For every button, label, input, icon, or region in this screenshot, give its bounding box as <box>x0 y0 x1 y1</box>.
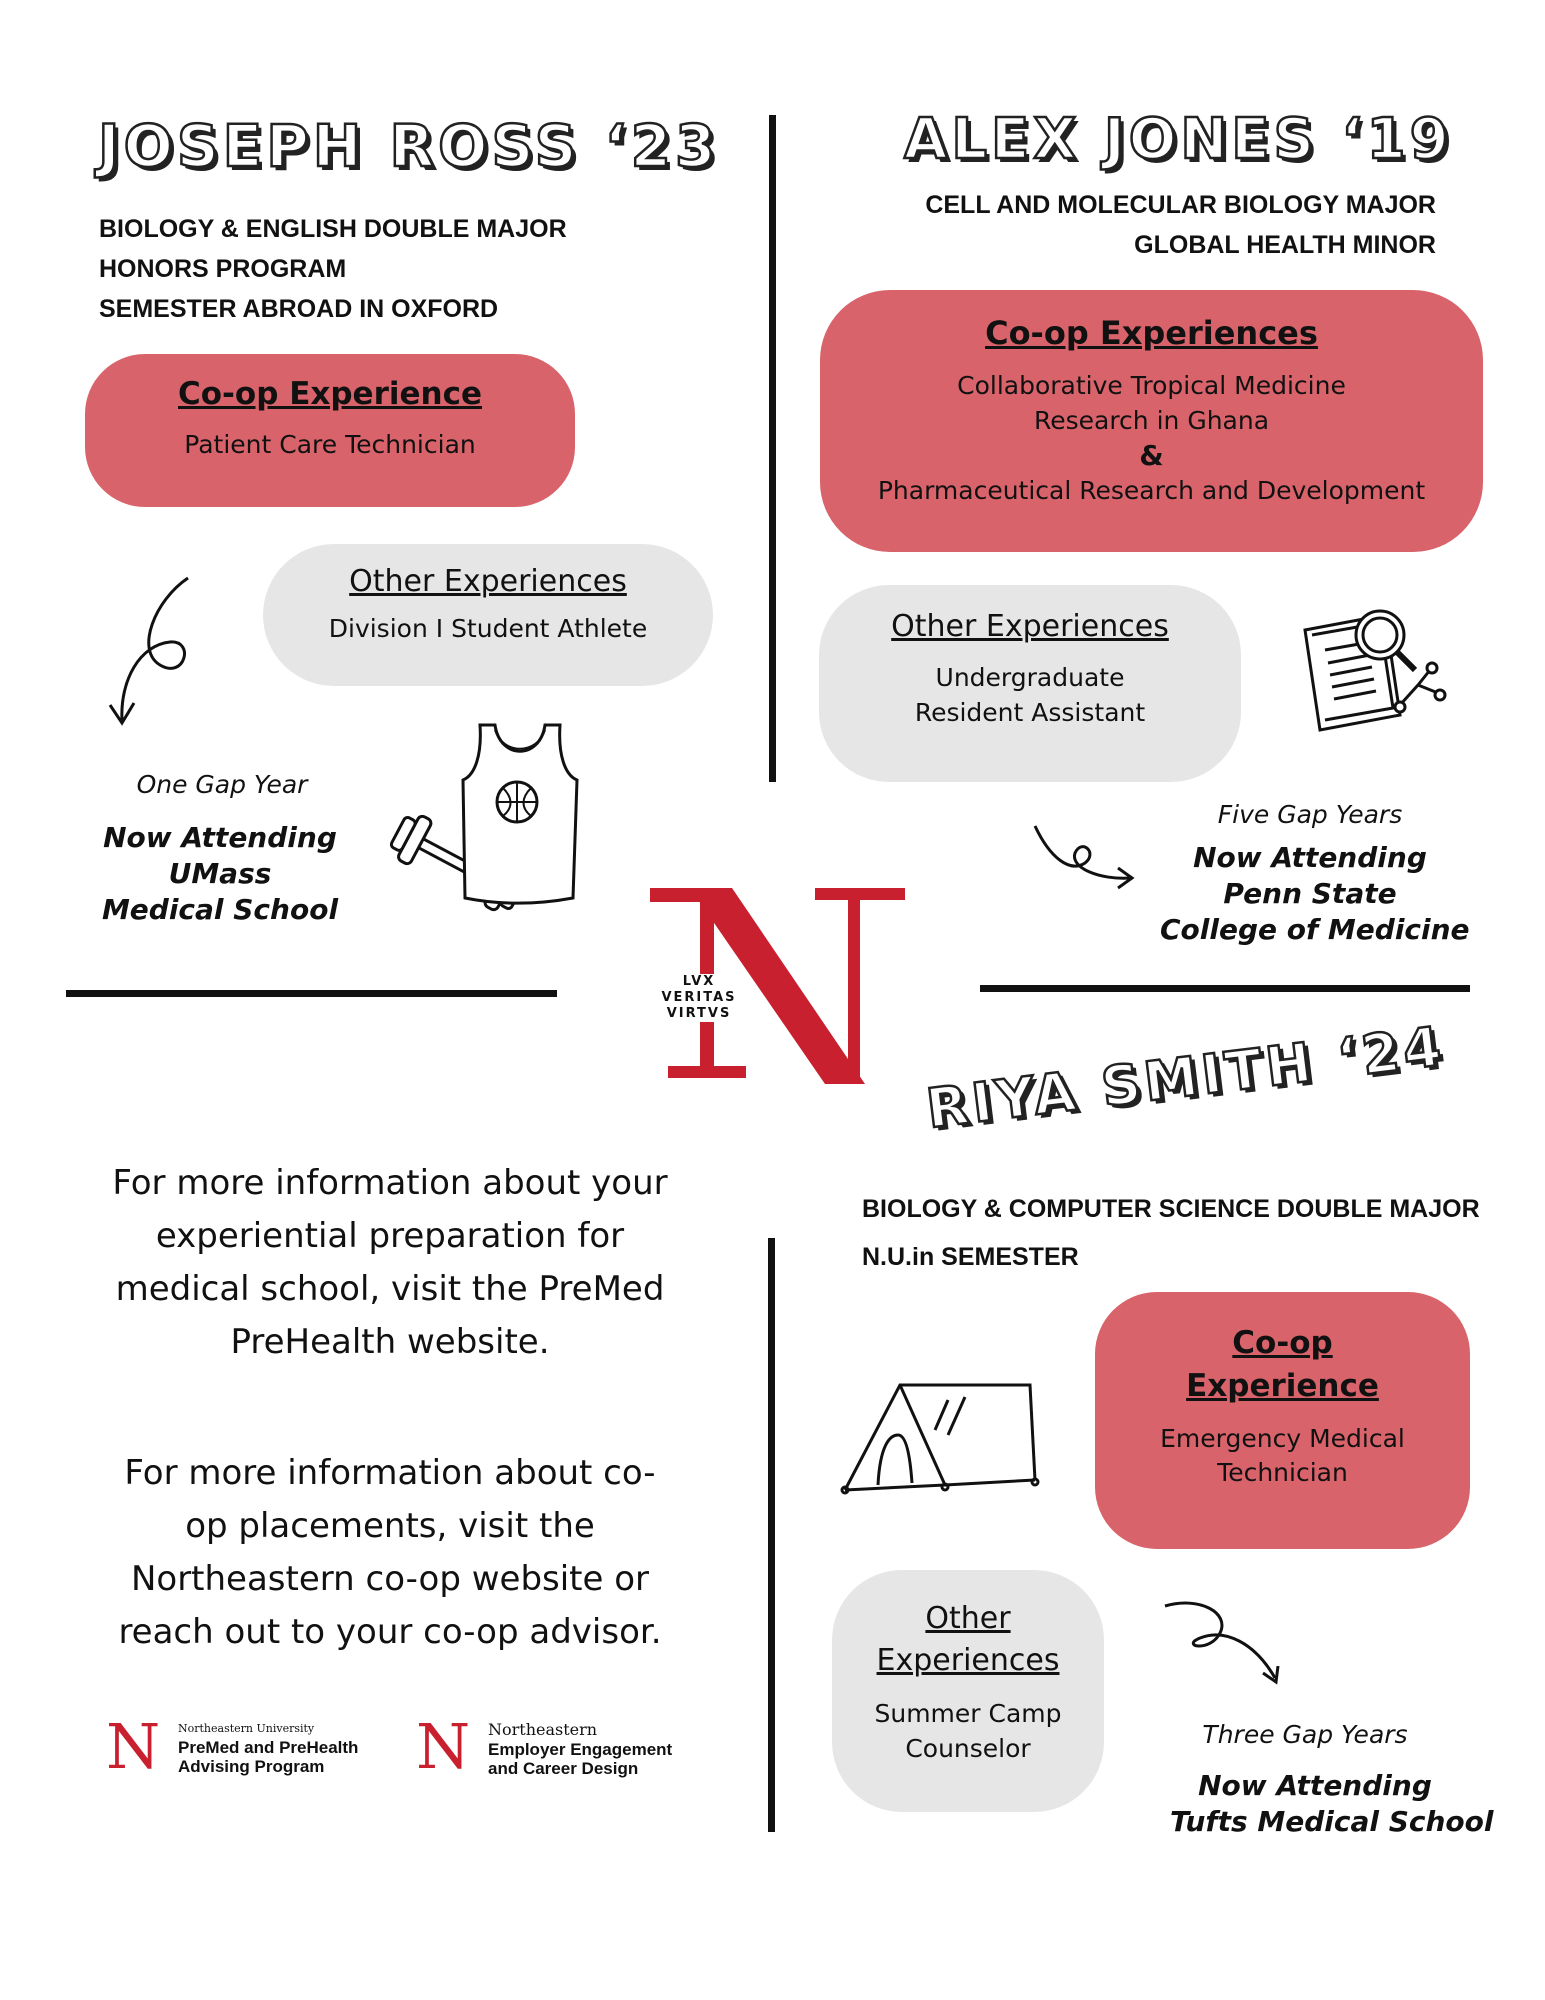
para-line: For more information about co- <box>124 1453 656 1493</box>
joseph-coop-text: Patient Care Technician <box>184 430 476 459</box>
para-line: op placements, visit the <box>185 1506 595 1546</box>
riya-coop-line: Technician <box>1217 1458 1348 1487</box>
alex-coop-line: Pharmaceutical Research and Development <box>877 476 1426 505</box>
document-magnifier-icon <box>1300 605 1450 740</box>
info-paragraph-coop <box>60 1447 720 1659</box>
alex-other-box <box>819 585 1241 782</box>
motto-line: VERITAS <box>661 990 737 1005</box>
para-line: PreHealth website. <box>230 1322 550 1362</box>
riya-coop-title <box>1095 1322 1470 1408</box>
joseph-attending-line: UMass <box>168 857 272 890</box>
center-motto <box>656 974 742 1022</box>
career-logo-n: N <box>416 1710 471 1783</box>
premed-logo-text <box>178 1738 358 1776</box>
alex-other-title: Other Experiences <box>891 609 1169 644</box>
alex-coop-box <box>820 290 1483 552</box>
joseph-other-text: Division I Student Athlete <box>328 614 648 643</box>
joseph-info-line: BIOLOGY & ENGLISH DOUBLE MAJOR <box>99 215 567 243</box>
alex-coop-lines <box>820 368 1483 508</box>
alex-info <box>925 185 1436 265</box>
info-paragraph-premed <box>60 1157 720 1369</box>
motto-line: LVX <box>682 974 716 989</box>
career-logo-line: Employer Engagement <box>488 1740 673 1759</box>
center-n-logo <box>650 888 905 1088</box>
alex-info-line: GLOBAL HEALTH MINOR <box>1134 231 1436 259</box>
joseph-name: JOSEPH ROSS ‘23 <box>98 112 720 180</box>
riya-gap: Three Gap Years <box>1202 1720 1408 1749</box>
para-line: For more information about your <box>112 1163 668 1203</box>
riya-coop-box <box>1095 1292 1470 1549</box>
alex-info-line: CELL AND MOLECULAR BIOLOGY MAJOR <box>925 191 1436 219</box>
alex-attending-line: Penn State <box>1223 877 1397 910</box>
divider-left-horizontal <box>66 990 557 997</box>
joseph-info <box>99 209 567 329</box>
alex-other-line: Resident Assistant <box>914 698 1146 727</box>
riya-attending <box>1170 1768 1494 1840</box>
career-logo-text <box>488 1740 672 1778</box>
joseph-attending-line: Now Attending <box>103 821 337 854</box>
alex-other-line: Undergraduate <box>935 663 1125 692</box>
joseph-other-title: Other Experiences <box>349 564 627 599</box>
alex-coop-line: Collaborative Tropical Medicine <box>957 371 1346 400</box>
joseph-other-box <box>263 544 713 686</box>
joseph-attending <box>100 820 340 928</box>
loop-arrow-icon <box>1160 1598 1285 1688</box>
motto-line: VIRTVS <box>666 1006 732 1021</box>
joseph-info-line: SEMESTER ABROAD IN OXFORD <box>99 295 499 323</box>
divider-top-vertical <box>769 115 776 782</box>
divider-right-horizontal <box>980 985 1470 992</box>
riya-other-title-line: Experiences <box>876 1643 1060 1678</box>
riya-other-box <box>832 1570 1104 1812</box>
career-logo-line: and Career Design <box>488 1759 639 1778</box>
para-line: medical school, visit the PreMed <box>115 1269 665 1309</box>
para-line: Northeastern co-op website or <box>130 1559 650 1599</box>
premed-logo-line: Advising Program <box>178 1757 325 1776</box>
riya-coop-title-line: Experience <box>1186 1368 1379 1404</box>
joseph-attending-line: Medical School <box>101 893 339 926</box>
para-line: reach out to your co-op advisor. <box>118 1612 662 1652</box>
riya-coop-line: Emergency Medical <box>1160 1424 1405 1453</box>
alex-coop-amp: & <box>1139 439 1164 472</box>
alex-coop-line: Research in Ghana <box>1033 406 1270 435</box>
premed-logo-line: PreMed and PreHealth <box>178 1738 359 1757</box>
joseph-coop-title: Co-op Experience <box>178 376 482 412</box>
career-logo-small: Northeastern <box>488 1720 598 1739</box>
riya-attending-line: Tufts Medical School <box>1170 1805 1494 1838</box>
riya-coop-title-line: Co-op <box>1232 1325 1333 1361</box>
divider-bottom-vertical <box>768 1238 775 1832</box>
alex-attending <box>1160 840 1470 948</box>
career-logo <box>416 1710 716 1783</box>
alex-other-lines <box>819 660 1241 730</box>
alex-gap: Five Gap Years <box>1217 800 1403 829</box>
riya-info-line: N.U.in SEMESTER <box>862 1243 1079 1271</box>
curly-arrow-icon <box>100 570 210 730</box>
riya-info <box>862 1185 1480 1281</box>
riya-other-lines <box>832 1696 1104 1766</box>
jersey-icon <box>455 720 585 905</box>
joseph-coop-box <box>85 354 575 507</box>
riya-other-title-line: Other <box>925 1601 1011 1636</box>
riya-attending-line: Now Attending <box>1198 1769 1432 1802</box>
riya-other-line: Counselor <box>905 1734 1031 1763</box>
premed-logo-small: Northeastern University <box>178 1722 315 1735</box>
alex-attending-line: Now Attending <box>1193 841 1427 874</box>
joseph-info-line: HONORS PROGRAM <box>99 255 347 283</box>
premed-logo <box>106 1710 406 1783</box>
para-line: experiential preparation for <box>155 1216 625 1256</box>
riya-coop-lines <box>1095 1422 1470 1490</box>
swirl-arrow-icon <box>1030 818 1140 893</box>
tent-icon <box>840 1375 1040 1495</box>
riya-other-title <box>832 1598 1104 1682</box>
alex-coop-title: Co-op Experiences <box>985 314 1318 352</box>
riya-name: RIYA SMITH ‘24 <box>923 1014 1449 1141</box>
alex-name: ALEX JONES ‘19 <box>904 107 1453 172</box>
alex-attending-line: College of Medicine <box>1160 913 1470 946</box>
premed-logo-n: N <box>106 1710 161 1783</box>
riya-info-line: BIOLOGY & COMPUTER SCIENCE DOUBLE MAJOR <box>862 1195 1480 1223</box>
riya-other-line: Summer Camp <box>874 1699 1062 1728</box>
joseph-gap: One Gap Year <box>136 770 308 799</box>
